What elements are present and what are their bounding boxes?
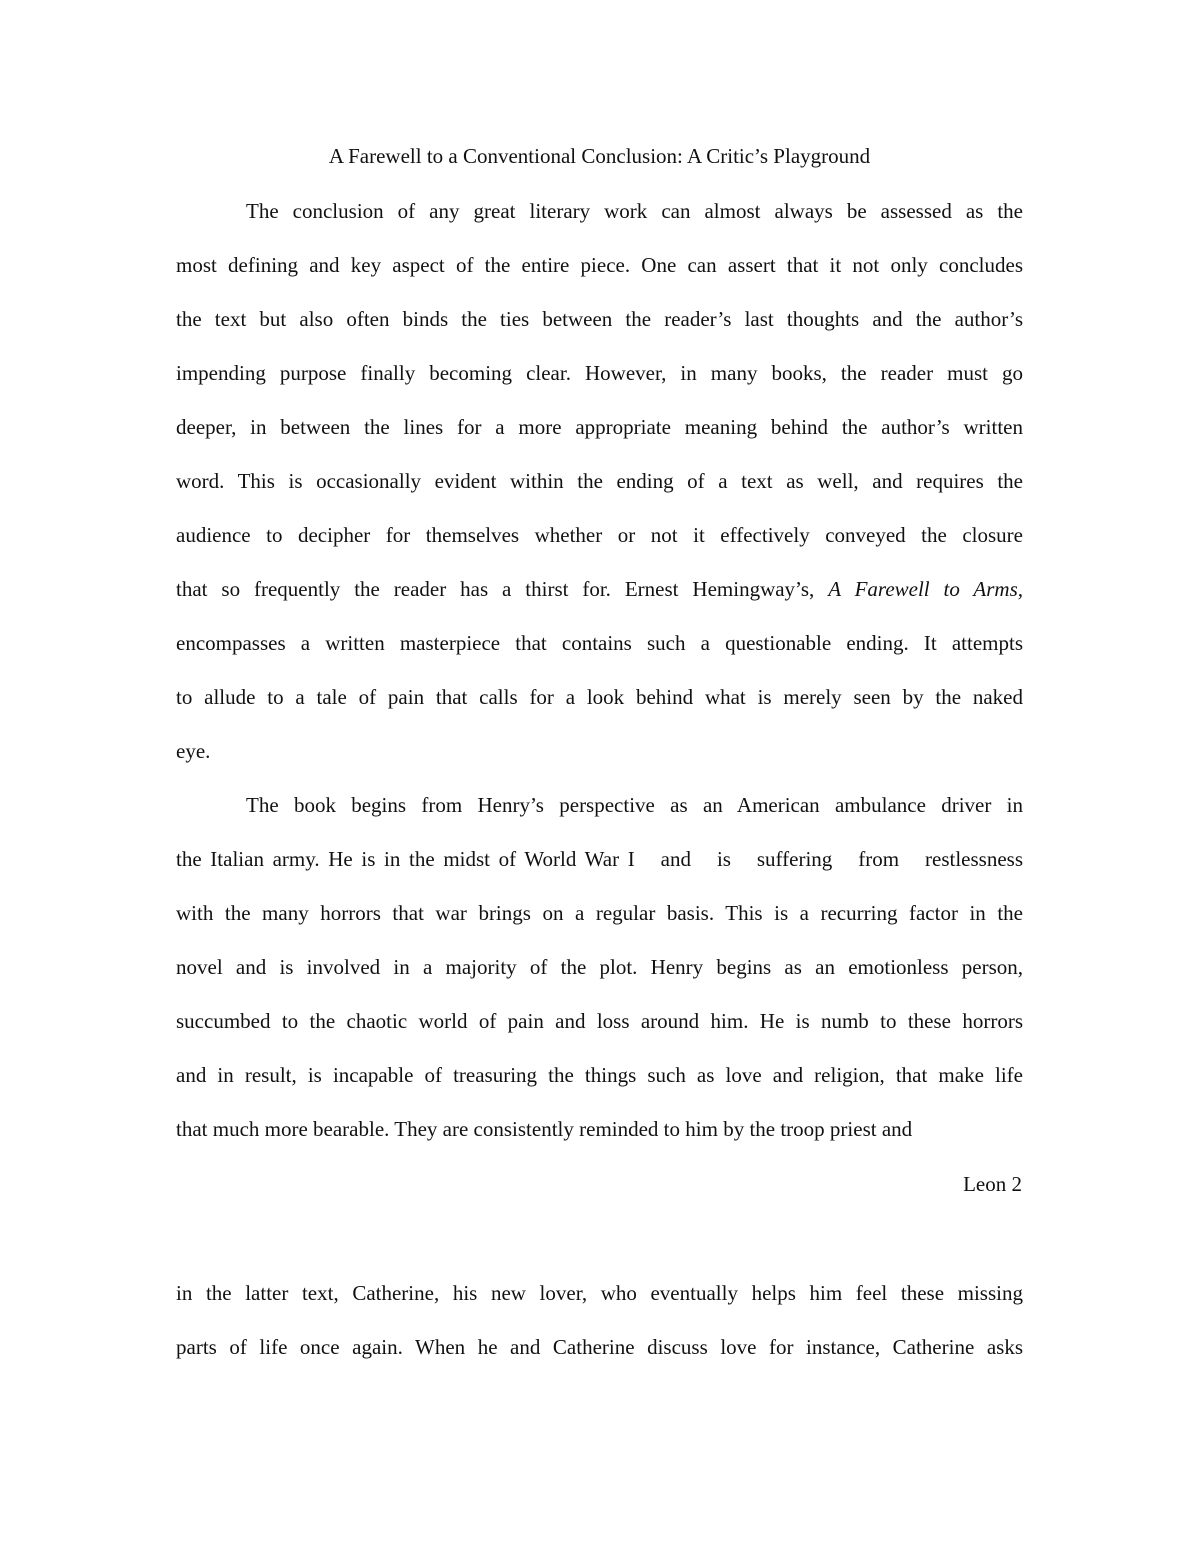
paragraph-1-line-1: The conclusion of any great literary work can almost always be assessed as the	[246, 199, 1023, 223]
paragraph-1-line-2: most defining and key aspect of the entire piece. One can assert that it not only concludes	[176, 253, 1023, 277]
paragraph-1-line-4: impending purpose finally becoming clear. However, in many books, the reader must go	[176, 361, 1023, 385]
paragraph-1-line-7: audience to decipher for themselves whether or not it effectively conveyed the closure	[176, 523, 1023, 547]
paragraph-1-line-8-text: that so frequently the reader has a thirst for. Ernest Hemingway’s,	[176, 577, 829, 601]
document-title: A Farewell to a Conventional Conclusion: A Critic’s Playground	[328, 144, 871, 168]
paragraph-2-line-7: that much more bearable. They are consistently reminded to him by the troop priest and	[176, 1117, 913, 1141]
paragraph-1-line-8	[176, 573, 1023, 605]
paragraph-2-line-4: novel and is involved in a majority of the plot. Henry begins as an emotionless person,	[176, 955, 1023, 979]
paragraph-1-line-11: eye.	[176, 739, 211, 763]
paragraph-1-line-9: encompasses a written masterpiece that contains such a questionable ending. It attempts	[176, 631, 1023, 655]
paragraph-2-line-6: and in result, is incapable of treasuring the things such as love and religion, that make life	[176, 1063, 1023, 1087]
paragraph-2-line-2: the Italian army. He is in the midst of World War I and is suffering from restlessness	[176, 847, 1023, 871]
paragraph-3-line-2: parts of life once again. When he and Catherine discuss love for instance, Catherine asks	[176, 1335, 1023, 1359]
page-header-number: Leon 2	[963, 1172, 1022, 1196]
paragraph-2-line-3: with the many horrors that war brings on a regular basis. This is a recurring factor in the	[176, 901, 1023, 925]
paragraph-1-line-6: word. This is occasionally evident within the ending of a text as well, and requires the	[176, 469, 1023, 493]
paragraph-1-line-3: the text but also often binds the ties between the reader’s last thoughts and the author’s	[176, 307, 1023, 331]
paragraph-1-line-5: deeper, in between the lines for a more appropriate meaning behind the author’s written	[176, 415, 1023, 439]
paragraph-2-line-1: The book begins from Henry’s perspective as an American ambulance driver in	[246, 793, 1023, 817]
paragraph-2-line-5: succumbed to the chaotic world of pain and loss around him. He is numb to these horrors	[176, 1009, 1023, 1033]
book-title-italic: A Farewell to Arms,	[828, 577, 1024, 601]
paragraph-3-line-1: in the latter text, Catherine, his new lover, who eventually helps him feel these missing	[176, 1281, 1023, 1305]
paragraph-1-line-10: to allude to a tale of pain that calls for a look behind what is merely seen by the naked	[176, 685, 1023, 709]
